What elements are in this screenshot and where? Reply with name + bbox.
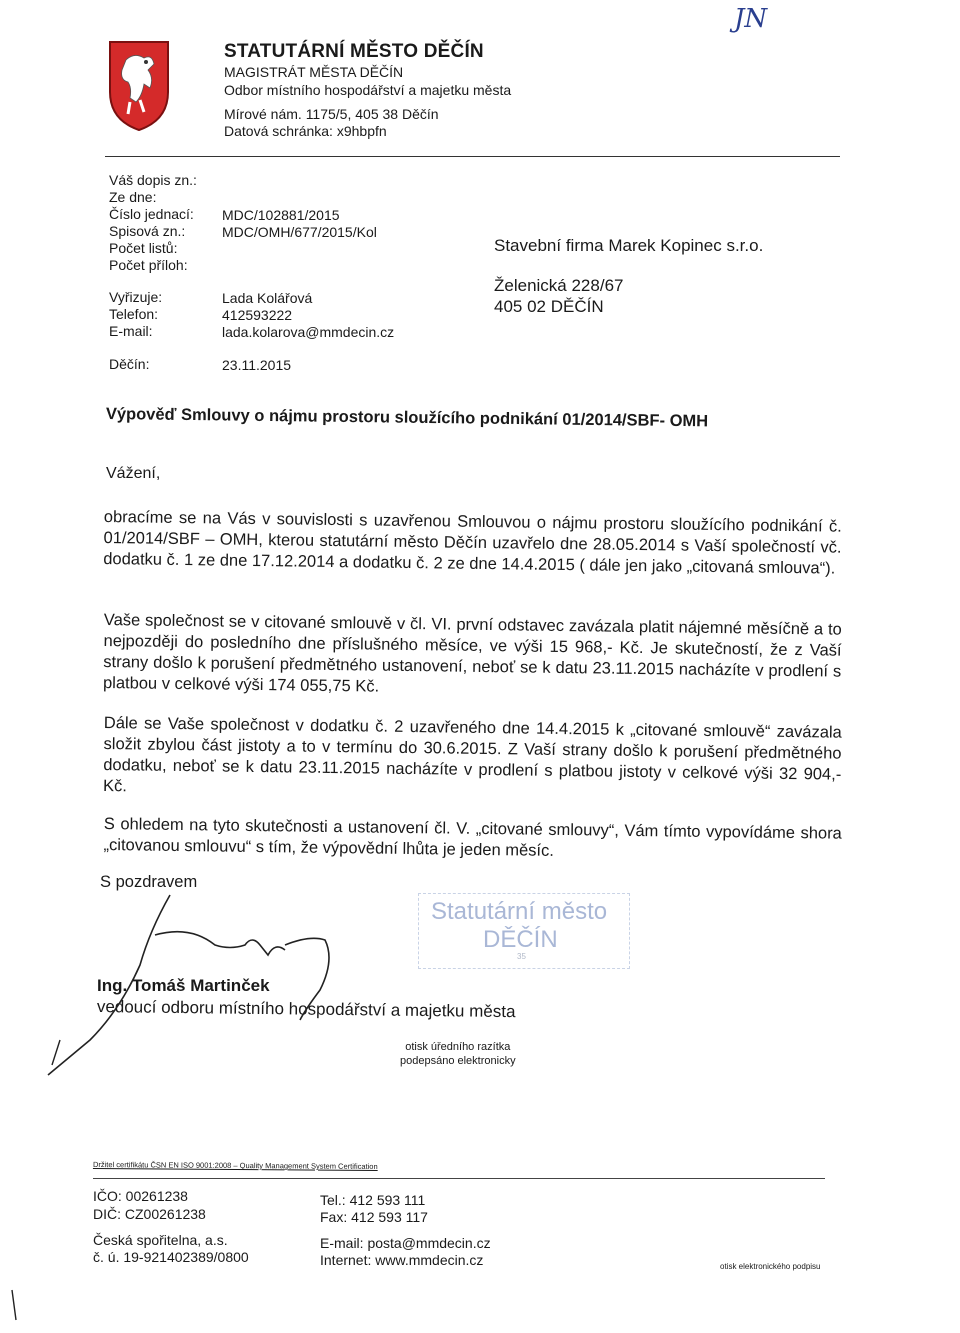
letter-paragraph-4: S ohledem na tyto skutečnosti a ustanovení čl. V. „citované smlouvy“, Vám tímto vypovídáme shora „citovanou smlouvu“ s tím, že výpovědní lhůta je jeden měsíc. xyxy=(103,814,842,860)
label-pocet-listu: Počet listů: xyxy=(109,240,178,256)
label-place: Děčín: xyxy=(109,356,150,372)
certification-note: Držitel certifikátu ČSN EN ISO 9001:2008 – Quality Management System Certification xyxy=(92,1160,378,1171)
footer-tel: Tel.: 412 593 111 xyxy=(320,1192,426,1208)
letter-paragraph-1: obracíme se na Vás v souvislosti s uzavřenou Smlouvou o nájmu prostoru sloužícího podnikání č. 01/2014/SBF – OMH, kterou statutární město Děčín uzavřelo dne 28.05.2014 s Vaší společností vč. dodatku č. 1 ze dne 17.12.2014 a dodatku č. 2 ze dne 14.4.2015 ( dále jen jako „citovaná smlouva“). xyxy=(103,507,842,578)
stamp-text-line1: Statutární město xyxy=(431,898,608,925)
letter-salutation: Vážení, xyxy=(106,465,161,482)
recipient-name: Stavební firma Marek Kopinec s.r.o. xyxy=(494,236,764,255)
stamp-number: 35 xyxy=(517,952,526,961)
letter-subject: Výpověď Smlouvy o nájmu prostoru sloužícího podnikání 01/2014/SBF- OMH xyxy=(105,405,709,431)
official-stamp xyxy=(418,893,630,969)
footer-ico: IČO: 00261238 xyxy=(93,1188,188,1204)
stamp-note-line2: podepsáno elektronicky xyxy=(400,1055,516,1067)
footer-divider xyxy=(93,1178,825,1179)
electronic-signature-note: otisk elektronického podpisu xyxy=(720,1262,821,1271)
value-spisova-zn: MDC/OMH/677/2015/Kol xyxy=(222,224,377,240)
header-address: Mírové nám. 1175/5, 405 38 Děčín xyxy=(224,106,439,122)
stamp-note xyxy=(400,1040,516,1068)
header-databox: Datová schránka: x9hbpfn xyxy=(224,123,387,139)
header-divider xyxy=(105,156,840,157)
footer-dic: DIČ: CZ00261238 xyxy=(93,1206,206,1222)
letter-closing: S pozdravem xyxy=(100,873,198,891)
footer-email: E-mail: posta@mmdecin.cz xyxy=(320,1235,491,1251)
letter-paragraph-2: Vaše společnost se v citované smlouvě v čl. VI. první odstavec zavázala platit nájemné měsíčně a to nejpozději do posledního dne příslušného měsíce, ve výši 15 968,- Kč. Je skutečností, že z Vaší strany došlo k porušení předmětného ustanovení, neboť se k datu 23.11.2015 nacházíte v prodlení s platbou v celkové výši 174 055,75 Kč. xyxy=(102,610,842,696)
label-vyrizuje: Vyřizuje: xyxy=(109,289,163,305)
label-telefon: Telefon: xyxy=(109,306,159,322)
header-department: Odbor místního hospodářství a majetku města xyxy=(224,82,512,98)
recipient-city: 405 02 DĚČÍN xyxy=(494,297,604,316)
label-vas-dopis: Váš dopis zn.: xyxy=(109,172,197,188)
letter-paragraph-3: Dále se Vaše společnost v dodatku č. 2 uzavřeného dne 14.4.2015 k „citované smlouvě“ zavázala složit zbylou část jistoty a to v termínu do 30.6.2015. Z Vaší strany došlo k porušení předmětného dodatku, neboť se k datu 23.11.2015 nacházíte v prodlení s platbou jistoty v celkové výši 32 904,- Kč. xyxy=(102,713,842,796)
label-cislo-jednaci: Číslo jednací: xyxy=(109,206,194,222)
footer-fax: Fax: 412 593 117 xyxy=(320,1209,428,1225)
label-email: E-mail: xyxy=(109,323,153,339)
value-email: lada.kolarova@mmdecin.cz xyxy=(222,324,395,340)
city-crest-logo xyxy=(108,40,170,132)
footer-bank: Česká spořitelna, a.s. xyxy=(93,1232,228,1248)
value-telefon: 412593222 xyxy=(222,307,293,323)
value-vyrizuje: Lada Kolářová xyxy=(222,290,313,306)
recipient-street: Želenická 228/67 xyxy=(494,276,624,295)
label-spisova-zn: Spisová zn.: xyxy=(109,223,186,239)
header-office: MAGISTRÁT MĚSTA DĚČÍN xyxy=(224,64,404,80)
label-pocet-priloh: Počet příloh: xyxy=(109,257,188,273)
footer-account: č. ú. 19-921402389/0800 xyxy=(93,1249,249,1265)
footer-web: Internet: www.mmdecin.cz xyxy=(320,1252,484,1268)
label-ze-dne: Ze dne: xyxy=(109,189,157,205)
header-city-name: STATUTÁRNÍ MĚSTO DĚČÍN xyxy=(224,41,484,62)
letter-date: 23.11.2015 xyxy=(222,357,292,373)
handwritten-initials: JN xyxy=(734,4,768,34)
stamp-text-line2: DĚČÍN xyxy=(483,926,558,953)
signer-role: vedoucí odboru místního hospodářství a majetku města xyxy=(96,997,516,1022)
stamp-note-line1: otisk úředního razítka xyxy=(405,1041,511,1053)
value-cislo-jednaci: MDC/102881/2015 xyxy=(222,207,340,223)
signer-name: Ing. Tomáš Martinček xyxy=(97,976,270,995)
